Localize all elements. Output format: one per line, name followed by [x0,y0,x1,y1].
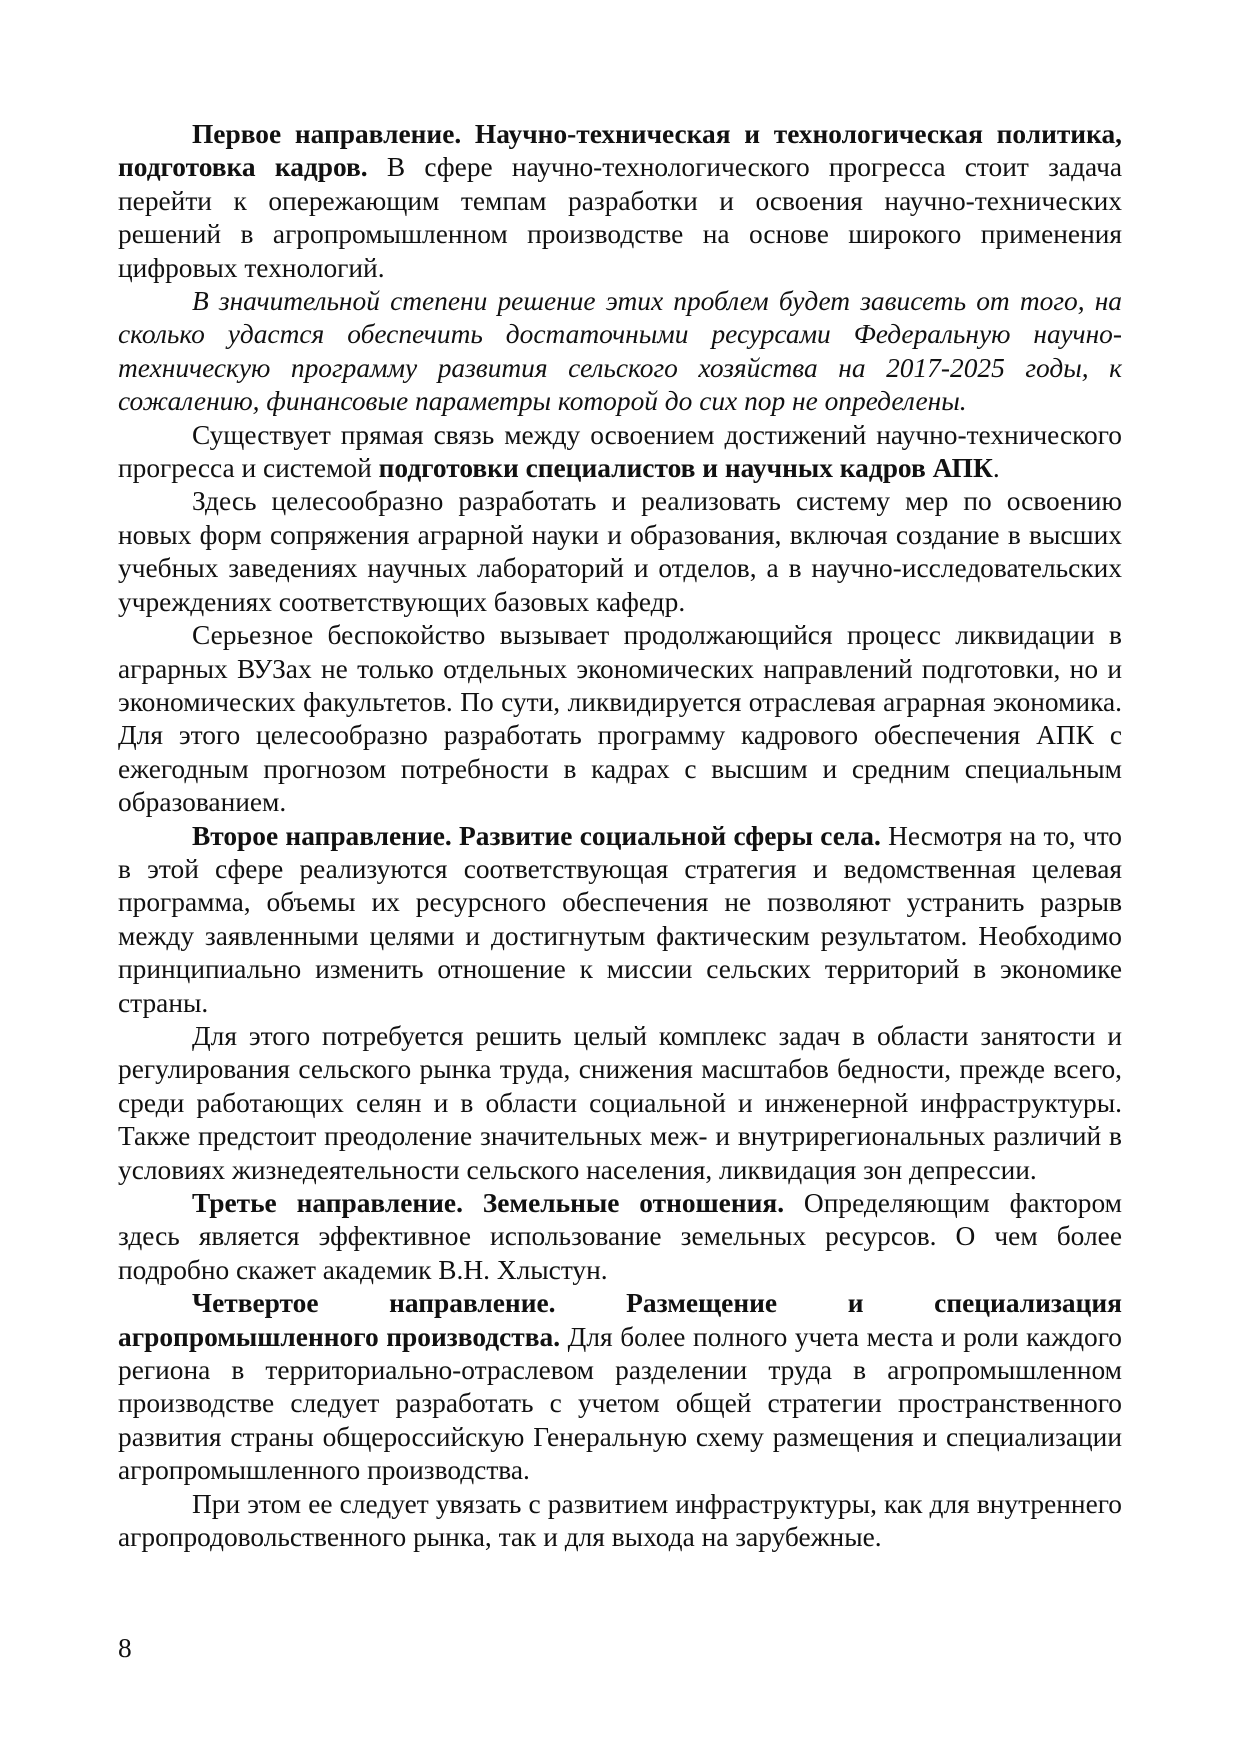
paragraph-third-direction [118,1187,1122,1287]
paragraph-end: . [992,453,1000,484]
paragraph-personnel-link [118,419,1122,486]
paragraph-second-direction [118,820,1122,1020]
heading-fourth-direction: Четвертое направление. Размещение и специализация агропромышленного производства. [118,1288,1122,1352]
emphasis-personnel-training: подготовки специалистов и научных кадров АПК [378,453,993,484]
page-number: 8 [118,1633,132,1663]
document-body [118,118,1122,1554]
paragraph-first-direction [118,118,1122,285]
paragraph-text: Для более полного учета места и роли каждого региона в территориально-отраслевом разделении труда в агропромышленном производстве следует разработать с учетом общей стратегии пространственного развития страны общероссийскую Генеральную схему размещения и специализации агропромышленного производства. [118,1321,1123,1486]
paragraph-text: Определяющим фактором здесь является эффективное использование земельных ресурсов. О чем более подробно скажет академик В.Н. Хлыстун. [118,1188,1122,1285]
heading-third-direction: Третье направление. Земельные отношения. [192,1188,785,1218]
paragraph-text: Серьезное беспокойство вызывает продолжающийся процесс ликвидации в аграрных ВУЗах не только отдельных экономических направлений подготовки, но и экономических факультетов. По сути, ликвидируется отраслевая аграрная экономика. Для этого целесообразно разработать программу кадрового обеспечения АПК с ежегодным прогнозом потребности в кадрах с высшим и средним специальным образованием. [118,620,1122,818]
paragraph-fourth-direction [118,1287,1122,1487]
paragraph-universities-concern [118,619,1122,819]
paragraph-funding-note [118,285,1122,419]
heading-second-direction: Второе направление. Развитие социальной сферы села. [192,820,881,851]
paragraph-infrastructure [118,1488,1122,1555]
paragraph-text: Для этого потребуется решить целый комплекс задач в области занятости и регулирования сельского рынка труда, снижения масштабов бедности, прежде всего, среди работающих селян и в области социальной и инженерной инфраструктуры. Также предстоит преодоление значительных меж- и внутрирегиональных различий в условиях жизнедеятельности сельского населения, ликвидация зон депрессии. [118,1020,1122,1185]
paragraph-text: Здесь целесообразно разработать и реализовать систему мер по освоению новых форм сопряжения аграрной науки и образования, включая создание в высших учебных заведениях научных лабораторий и отделов, а в научно-исследовательских учреждениях соответствующих базовых кафедр. [118,486,1122,617]
paragraph-text: При этом ее следует увязать с развитием инфраструктуры, как для внутреннего агропродовольственного рынка, так и для выхода на зарубежные. [118,1488,1122,1553]
paragraph-text: В значительной степени решение этих проблем будет зависеть от того, на сколько удастся обеспечить достаточными ресурсами Федеральную научно-техническую программу развития сельского хозяйства на 2017-2025 годы, к сожалению, финансовые параметры которой до сих пор не определены. [118,286,1122,417]
paragraph-text: В сфере научно-технологического прогресса стоит задача перейти к опережающим темпам разработки и освоения научно-технических решений в агропромышленном производстве на основе широкого применения цифровых технологий. [118,152,1123,283]
paragraph-text: Существует прямая связь между освоением достижений научно-технического прогресса и системой [118,419,1122,484]
heading-first-direction: Первое направление. Научно-техническая и технологическая политика, подготовка кадров. [118,119,1122,183]
paragraph-science-education [118,485,1122,619]
paragraph-rural-tasks [118,1020,1122,1187]
paragraph-text: Несмотря на то, что в этой сфере реализуются соответствующая стратегия и ведомственная целевая программа, объемы их ресурсного обеспечения не позволяют устранить разрыв между заявленными целями и достигнутым фактическим результатом. Необходимо принципиально изменить отношение к миссии сельских территорий в экономике страны. [118,820,1122,1018]
